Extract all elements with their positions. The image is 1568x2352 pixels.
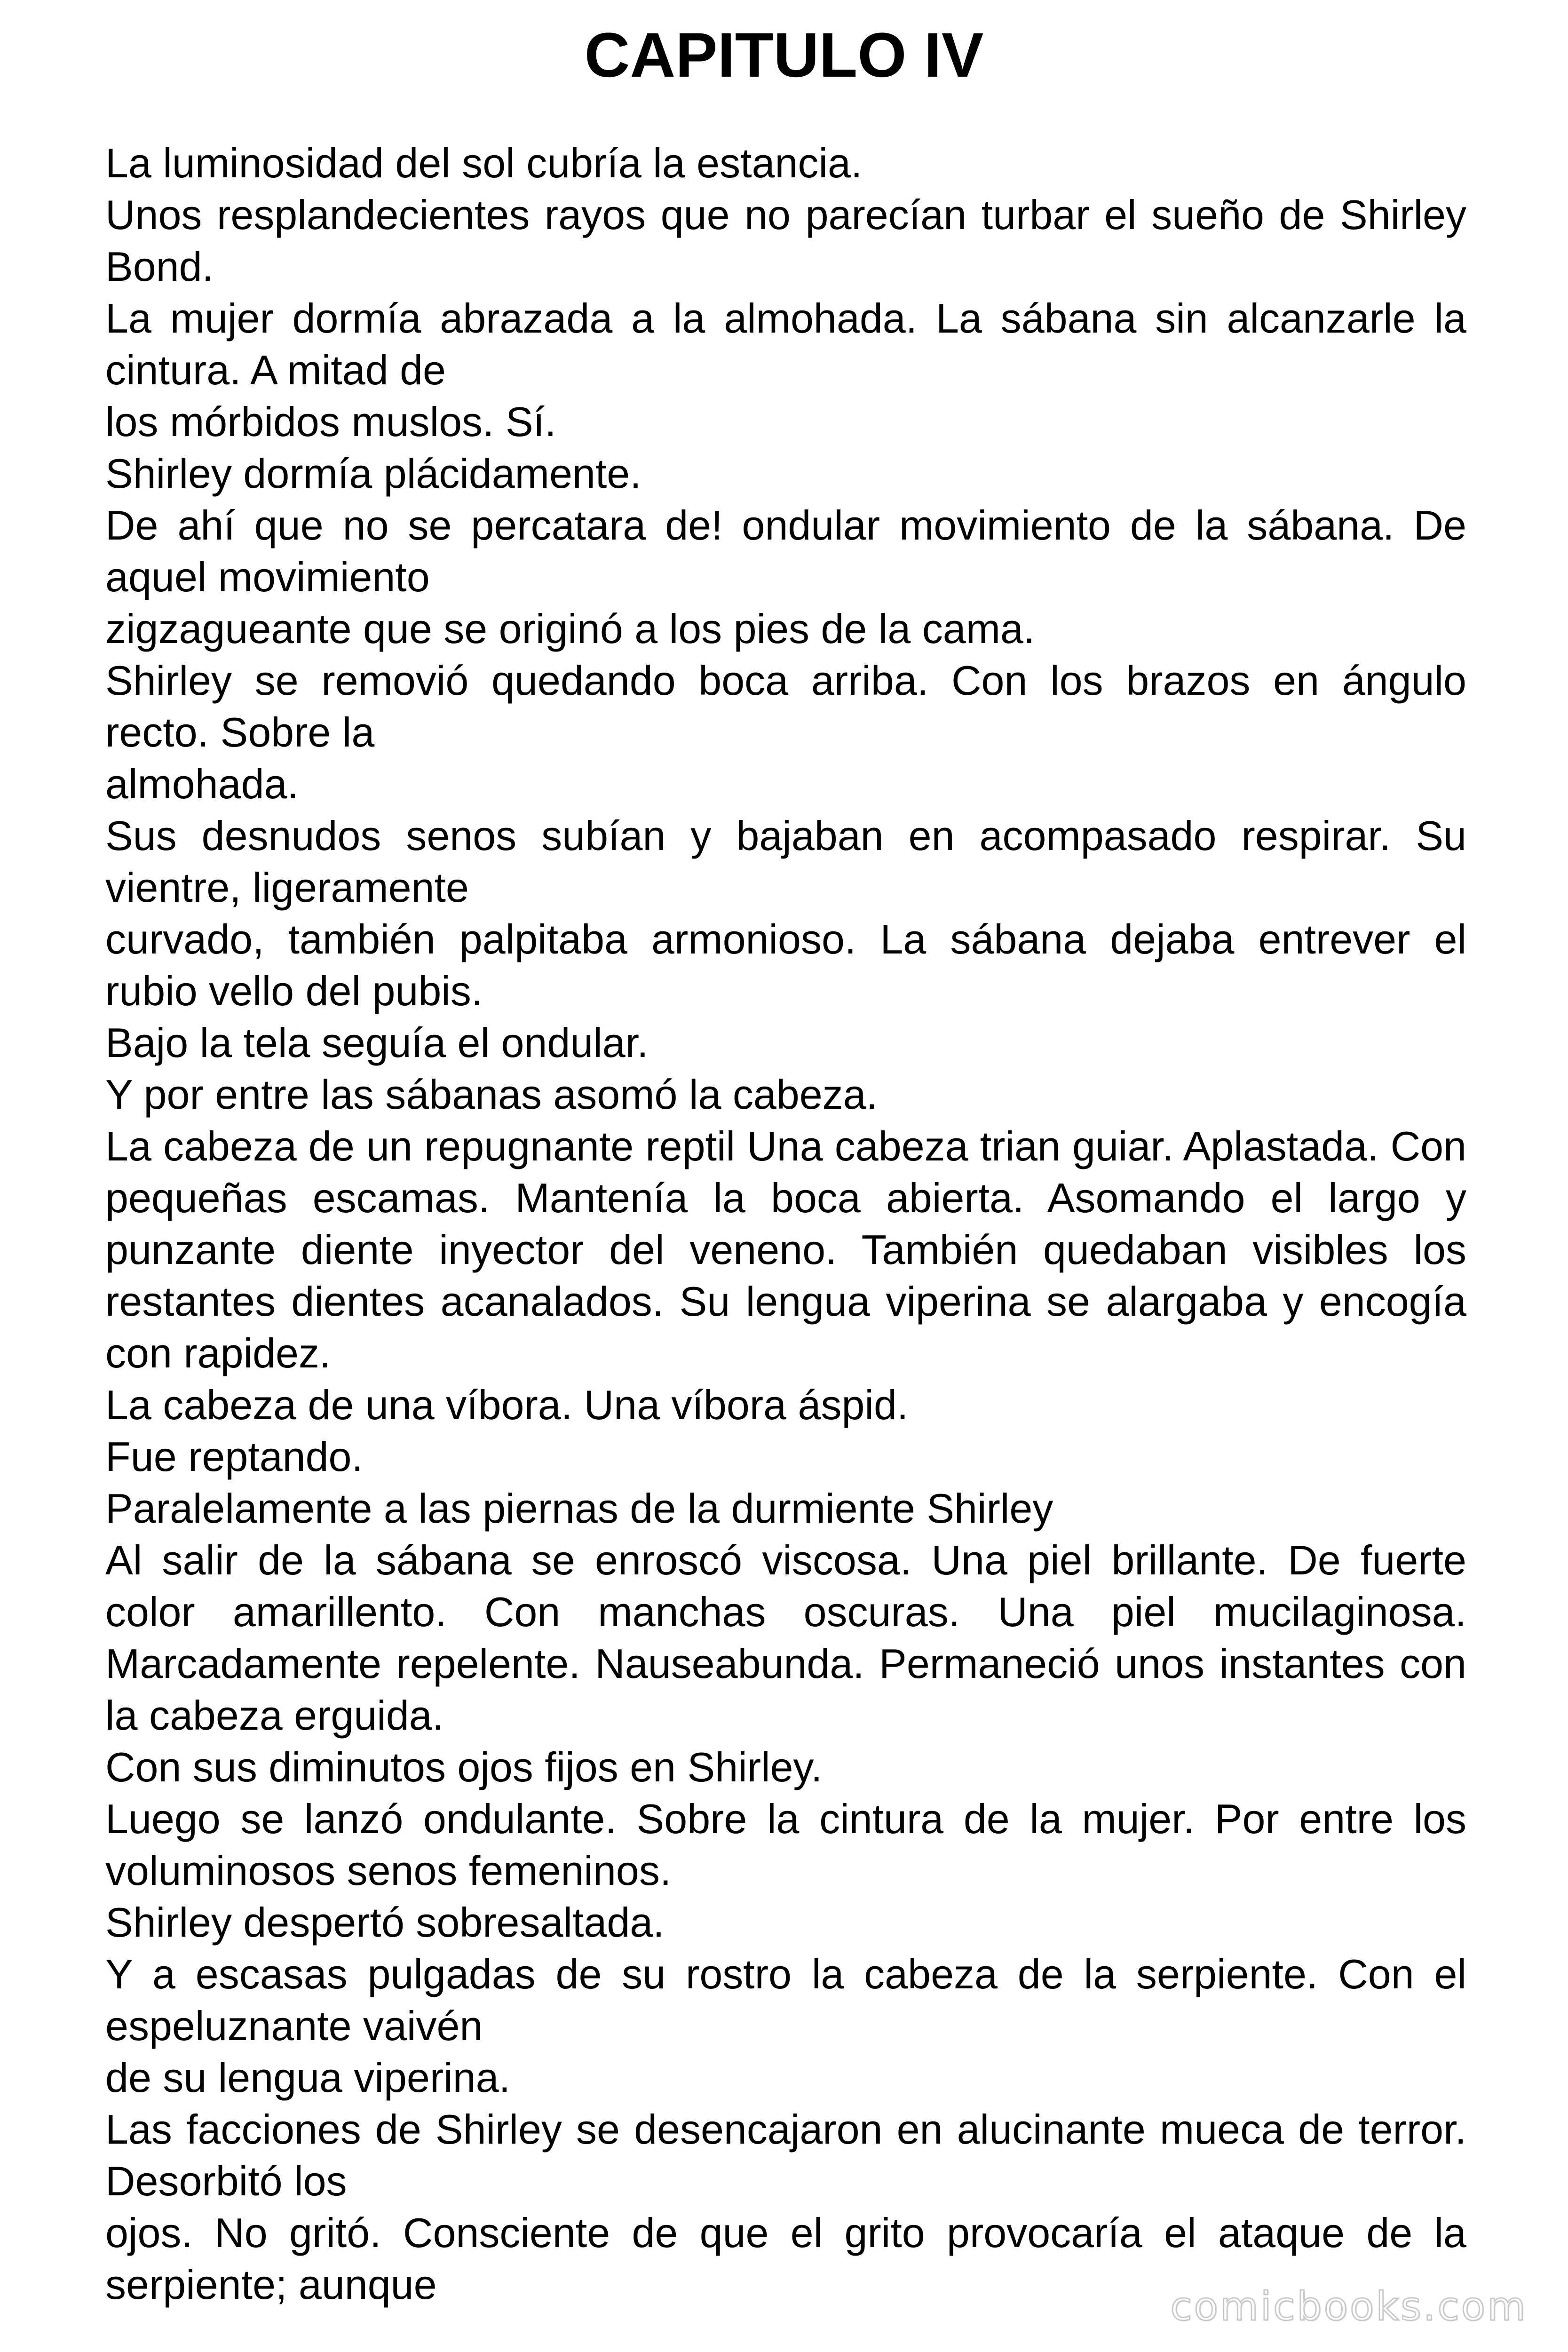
paragraph: Paralelamente a las piernas de la durmiente Shirley	[105, 1485, 1053, 1532]
paragraph: almohada.	[105, 761, 299, 807]
chapter-title: CAPITULO IV	[584, 20, 984, 90]
paragraph: De ahí que no se percatara de! ondular movimiento de la sábana. De aquel movimiento	[105, 502, 1466, 600]
watermark: comicbooks.com	[1170, 2283, 1528, 2329]
paragraph: Y por entre las sábanas asomó la cabeza.	[105, 1071, 878, 1118]
paragraph: Shirley se removió quedando boca arriba. Con los brazos en ángulo recto. Sobre la	[105, 657, 1466, 755]
paragraph: de su lengua viperina.	[105, 2054, 511, 2101]
paragraph: La luminosidad del sol cubría la estancia.	[105, 140, 863, 186]
paragraph: curvado, también palpitaba armonioso. La sábana dejaba entrever el rubio vello del pubis.	[105, 916, 1466, 1014]
paragraph: zigzagueante que se originó a los pies de la cama.	[105, 605, 1035, 652]
paragraph: los mórbidos muslos. Sí.	[105, 398, 556, 445]
paragraph: Shirley despertó sobresaltada.	[105, 1899, 665, 1946]
paragraph: Luego se lanzó ondulante. Sobre la cintura de la mujer. Por entre los voluminosos senos femeninos.	[105, 1796, 1466, 1894]
paragraph: La cabeza de una víbora. Una víbora áspid.	[105, 1382, 909, 1428]
paragraph: Sus desnudos senos subían y bajaban en acompasado respirar. Su vientre, ligeramente	[105, 812, 1466, 911]
paragraph: Al salir de la sábana se enroscó viscosa. Una piel brillante. De fuerte color amarillento. Con manchas oscuras. Una piel mucilaginosa. Marcadamente repelente. Nauseabunda. Permaneció unos instantes con la cabeza erguida.	[105, 1537, 1466, 1739]
paragraph: Y a escasas pulgadas de su rostro la cabeza de la serpiente. Con el espeluznante vaivén	[105, 1951, 1466, 2049]
paragraph: Shirley dormía plácidamente.	[105, 450, 641, 497]
paragraph: Con sus diminutos ojos fijos en Shirley.	[105, 1744, 823, 1790]
paragraph: Las facciones de Shirley se desencajaron en alucinante mueca de terror. Desorbitó los	[105, 2106, 1466, 2204]
paragraph: Fue reptando.	[105, 1433, 363, 1480]
paragraph: La cabeza de un repugnante reptil Una cabeza trian guiar. Aplastada. Con pequeñas escamas. Mantenía la boca abierta. Asomando el largo y punzante diente inyector del veneno. También quedaban visibles los restantes dientes acanalados. Su lengua viperina se alargaba y encogía con rapidez.	[105, 1123, 1466, 1376]
paragraph: Bajo la tela seguía el ondular.	[105, 1019, 649, 1066]
paragraph: ojos. No gritó. Consciente de que el grito provocaría el ataque de la serpiente; aunque	[105, 2209, 1466, 2308]
paragraph: Unos resplandecientes rayos que no parecían turbar el sueño de Shirley Bond.	[105, 191, 1466, 290]
paragraph: La mujer dormía abrazada a la almohada. La sábana sin alcanzarle la cintura. A mitad de	[105, 295, 1466, 393]
chapter-body	[105, 137, 1466, 2311]
